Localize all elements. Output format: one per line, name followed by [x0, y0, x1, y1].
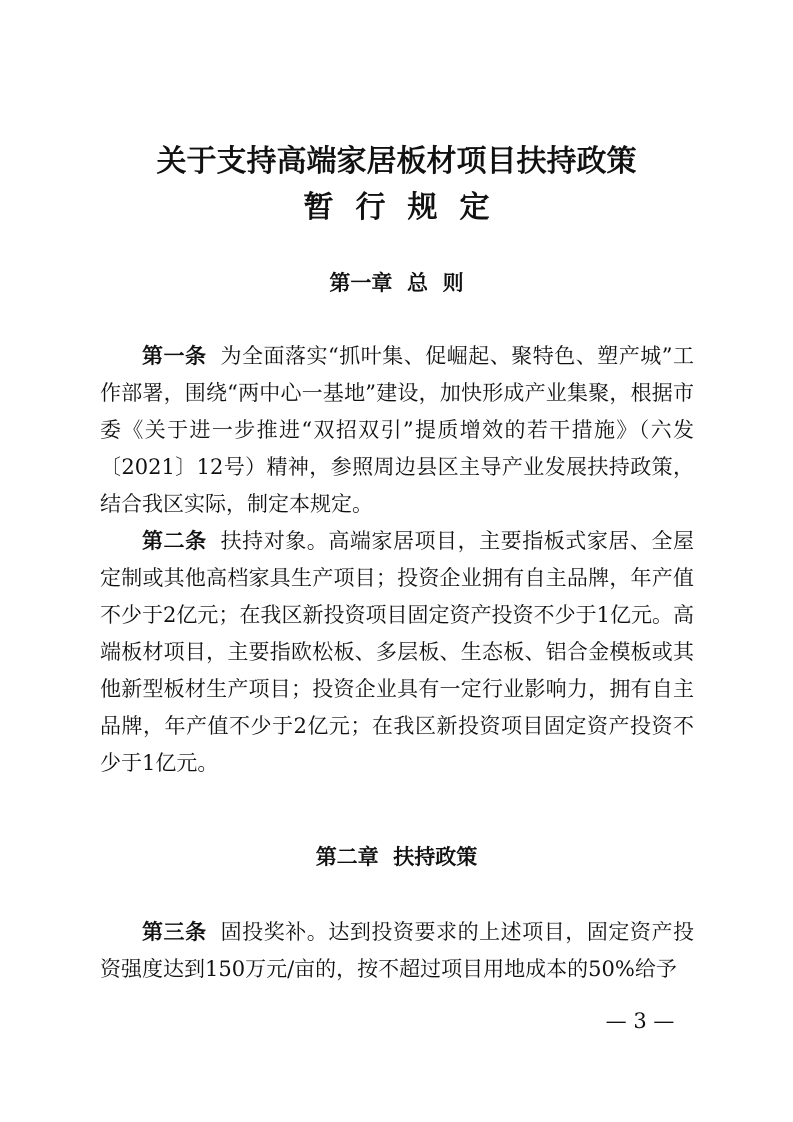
document-title-line2: 暂行规定 [303, 190, 512, 225]
article-2-paragraph [100, 523, 694, 782]
chapter-1-heading: 第一章 总 则 [329, 271, 464, 295]
article-2-text: 扶持对象。高端家居项目，主要指板式家居、全屋定制或其他高档家具生产项目；投资企业拥有自主品牌，年产值不少于2亿元；在我区新投资项目固定资产投资不少于1亿元。高端板材项目，主要指欧松板、多层板、生态板、铝合金模板或其他新型板材生产项目；投资企业具有一定行业影响力，拥有自主品牌，年产值不少于2亿元；在我区新投资项目固定资产投资不少于1亿元。 [100, 529, 694, 775]
article-3-label: 第三条 [142, 920, 207, 944]
article-3-text: 固投奖补。达到投资要求的上述项目，固定资产投资强度达到150万元/亩的，按不超过项目用地成本的50%给予 [100, 920, 694, 981]
chapter-1-body [100, 338, 694, 782]
document-title-line1: 关于支持高端家居板材项目扶持政策 [156, 144, 637, 179]
page-number: — 3 — [605, 1009, 675, 1033]
article-1-label: 第一条 [142, 344, 207, 368]
article-3-paragraph [100, 914, 694, 988]
chapter-2-body [100, 914, 694, 988]
article-1-paragraph [100, 338, 694, 523]
article-1-text: 为全面落实“抓叶集、促崛起、聚特色、塑产城”工作部署，围绕“两中心一基地”建设，加快形成产业集聚，根据市委《关于进一步推进“双招双引”提质增效的若干措施》（六发〔2021〕12号）精神，参照周边县区主导产业发展扶持政策，结合我区实际，制定本规定。 [100, 344, 694, 516]
chapter-2-heading: 第二章 扶持政策 [315, 845, 478, 869]
article-2-label: 第二条 [142, 529, 207, 553]
